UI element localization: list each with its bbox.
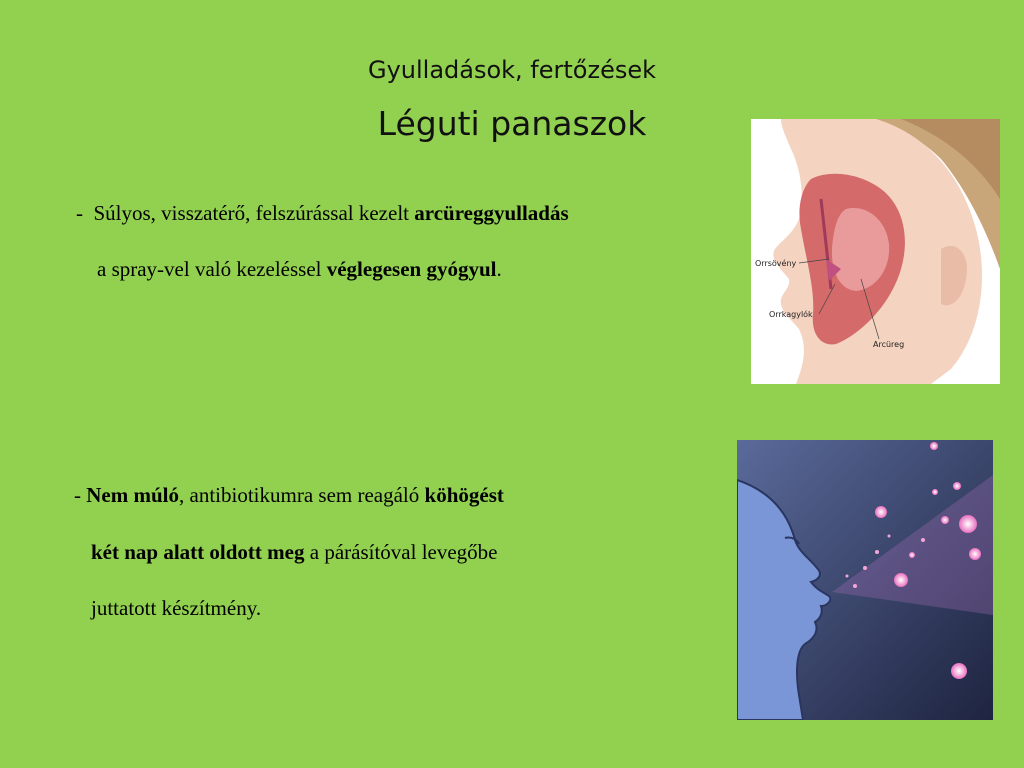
bullet-2-line-2 [91,540,498,565]
bullet-emphasis: két nap alatt oldott meg [91,540,305,564]
bullet-text: Súlyos, visszatérő, felszúrással kezelt [93,201,415,225]
bullet-dash: - [76,201,83,225]
cough-spray-image [737,440,993,720]
bullet-emphasis: arcüreggyulladás [414,201,569,225]
bullet-1-line-1 [76,201,569,226]
label-orrkagylok: Orrkagylók [769,310,813,319]
bullet-1-line-2 [97,257,502,282]
bullet-emphasis: köhögést [424,483,504,507]
sinus-anatomy-image [751,119,1000,384]
label-orrsoveny: Orrsövény [755,259,797,268]
cough-spray-illustration [737,440,993,720]
bullet-2-line-1 [74,483,504,508]
bullet-text: juttatott készítmény. [91,596,262,620]
bullet-text: a spray-vel való kezeléssel [97,257,327,281]
bullet-text: . [496,257,502,281]
slide-title: Léguti panaszok [377,104,647,143]
bullet-emphasis: Nem múló [86,483,179,507]
bullet-text: , antibiotikumra sem reagáló [179,483,425,507]
bullet-emphasis: véglegesen gyógyul [326,257,497,281]
label-arcureg: Arcüreg [873,340,905,349]
bullet-2-line-3 [91,596,261,621]
slide-subtitle: Gyulladások, fertőzések [367,56,657,84]
bullet-dash: - [74,483,81,507]
sinus-anatomy-illustration [751,119,1000,384]
bullet-text: a párásítóval levegőbe [304,540,498,564]
